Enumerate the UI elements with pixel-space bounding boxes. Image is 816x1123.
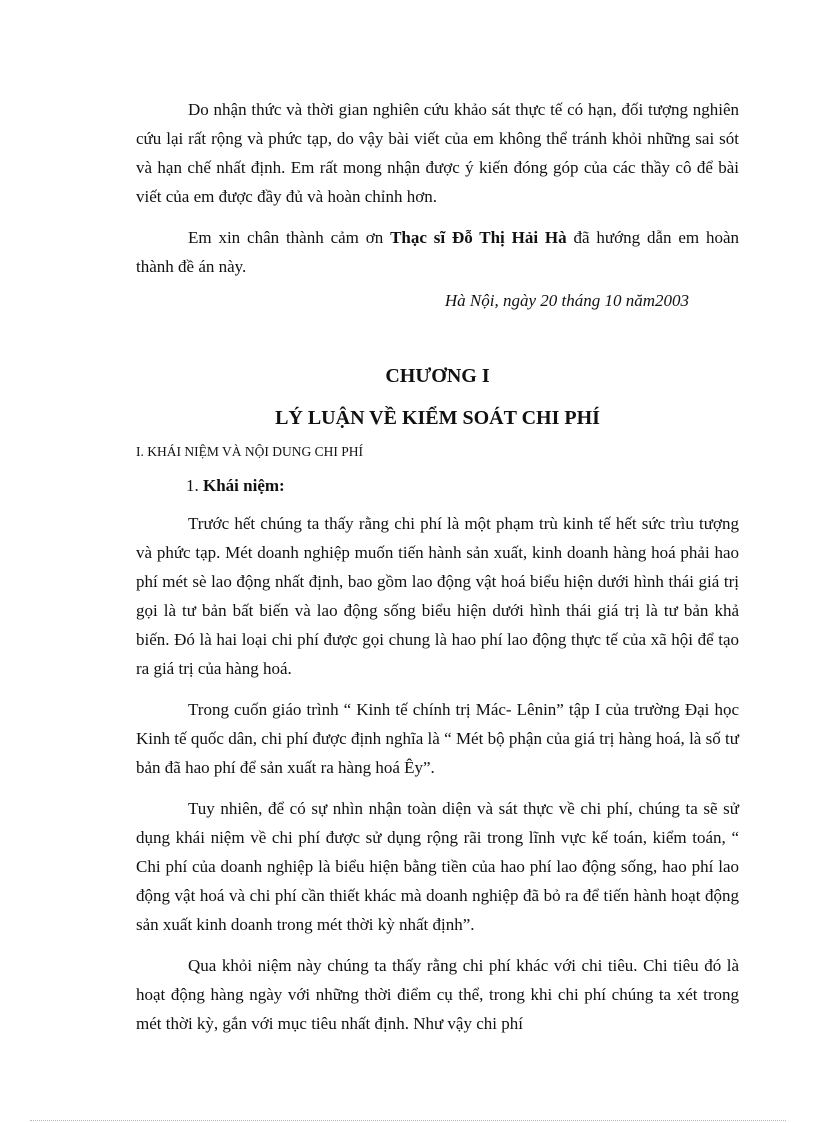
chapter-title: LÝ LUẬN VỀ KIỂM SOÁT CHI PHÍ [275,407,600,429]
chapter-number: CHƯƠNG I [385,365,490,387]
advisor-name: Thạc sĩ Đỗ Thị Hải Hà [390,228,567,247]
paragraph-cost-vs-expense: Qua khỏi niệm này chúng ta thấy rằng chi phí khác với chi tiêu. Chi tiêu đó là hoạt động hàng ngày với những thời điểm cụ thể, trong khi chi phí chúng ta xét trong mét thời kỳ, gắn với mục tiêu nhất định. Như vậy chi phí [136,956,739,1033]
paragraph-acknowledgement [136,223,739,281]
paragraph-textbook-definition: Trong cuốn giáo trình “ Kinh tế chính trị Mác- Lênin” tập I của trường Đại học Kinh tế quốc dân, chi phí được định nghĩa là “ Mét bộ phận của giá trị hàng hoá, là số tư bản đã hao phí để sản xuất ra hàng hoá Êy”. [136,700,739,777]
paragraph-limitations: Do nhận thức và thời gian nghiên cứu khảo sát thực tế có hạn, đối tượng nghiên cứu lại rất rộng và phức tạp, do vậy bài viết của em không thể tránh khỏi những sai sót và hạn chế nhất định. Em rất mong nhận được ý kiến đóng góp của các thầy cô để bài viết của em được đầy đủ và hoàn chỉnh hơn. [136,100,739,206]
date-line: Hà Nội, ngày 20 tháng 10 năm2003 [444,291,689,310]
ack-text-before: Em xin chân thành cảm ơn [188,228,391,247]
paragraph-accounting-definition: Tuy nhiên, để có sự nhìn nhận toàn diện và sát thực về chi phí, chúng ta sẽ sử dụng khái niệm về chi phí được sử dụng rộng rãi trong lĩnh vực kế toán, kiểm toán, “ Chi phí của doanh nghiệp là biểu hiện bằng tiền của hao phí lao động sống, hao phí lao động vật hoá và chi phí cần thiết khác mà doanh nghiệp đã bỏ ra để tiến hành hoạt động sản xuất kinh doanh trong mét thời kỳ nhất định”. [136,799,739,934]
ack-text-after: đã hướng dẫn em hoàn thành đề án này. [136,228,739,276]
subsection-heading [136,471,739,501]
paragraph-definition-intro: Trước hết chúng ta thấy rằng chi phí là một phạm trù kinh tế hết sức trìu tượng và phức tạp. Mét doanh nghiệp muốn tiến hành sản xuất, kinh doanh hàng hoá phải hao phí mét sè lao động nhất định, bao gồm lao động vật hoá biểu hiện dưới hình thái giá trị gọi là tư bản bất biến và lao động sống biểu hiện dưới hình thái giá trị là tư bản khả biến. Đó là hai loại chi phí được gọi chung là hao phí lao động thực tế của xã hội để tạo ra giá trị của hàng hoá. [136,514,739,678]
page-body [136,95,739,1038]
subsection-label: Khái niệm: [203,476,285,495]
section-heading: I. KHÁI NIỆM VÀ NỘI DUNG CHI PHÍ [136,444,363,459]
subsection-number: 1. [186,476,203,495]
page-bottom-divider [30,1120,786,1121]
